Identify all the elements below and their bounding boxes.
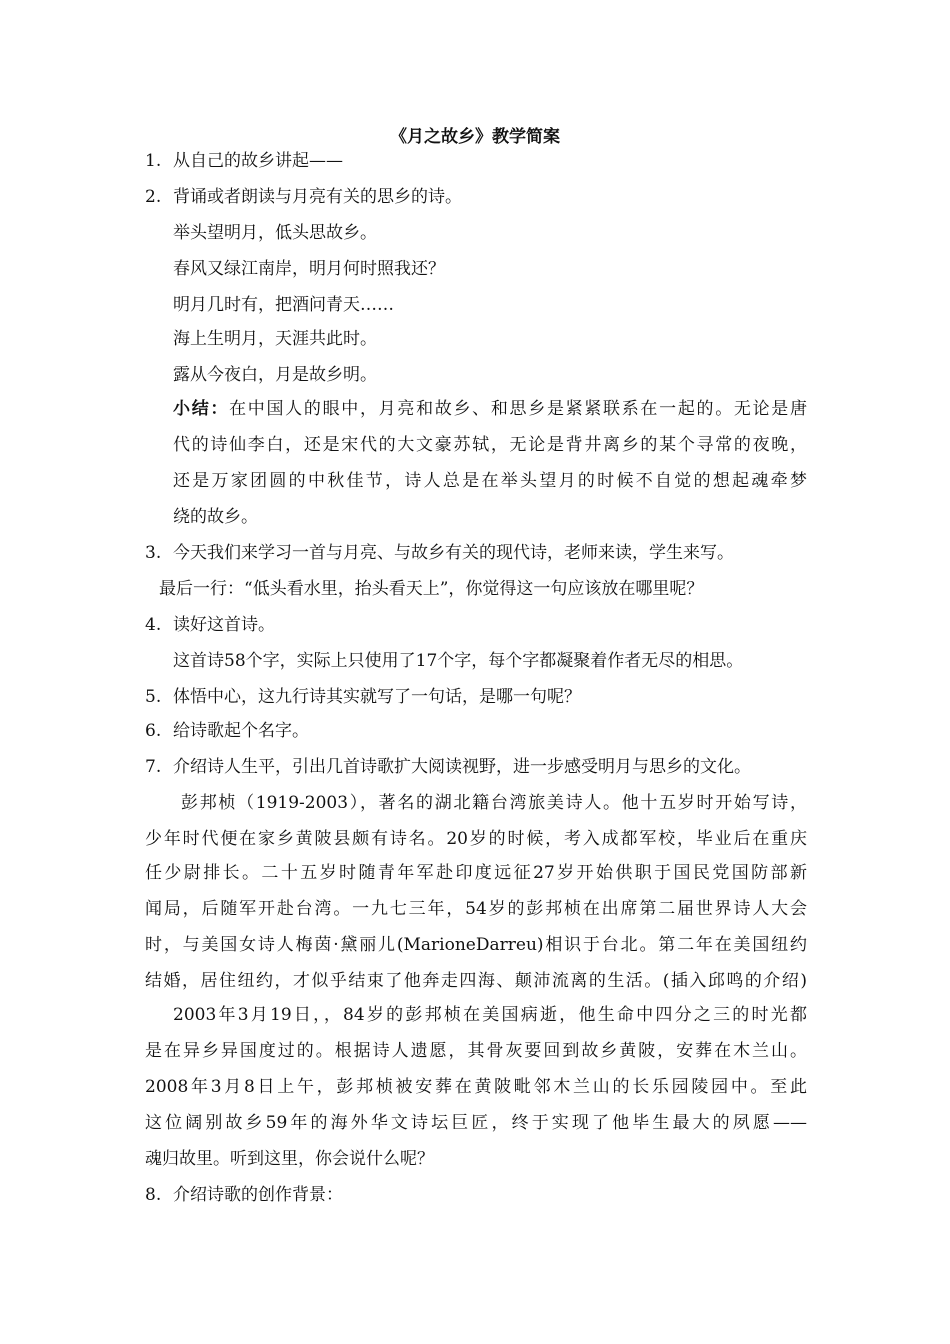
item-number: 8.: [145, 1185, 162, 1205]
bio-line: 闻局，后随军开赴台湾。一九七三年，54岁的彭邦桢在出席第二届世界诗人大会: [145, 899, 807, 919]
bio-line: 这位阔别故乡59年的海外华文诗坛巨匠，终于实现了他毕生最大的夙愿——: [145, 1113, 807, 1133]
item-number: 1.: [145, 151, 162, 171]
item-followup: 这首诗58个字，实际上只使用了17个字，每个字都凝聚着作者无尽的相思。: [173, 651, 744, 671]
bio-line: 2008年3月8日上午，彭邦桢被安葬在黄陂毗邻木兰山的长乐园陵园中。至此: [145, 1077, 807, 1097]
bio-line: 2003年3月19日，，84岁的彭邦桢在美国病逝，他生命中四分之三的时光都: [173, 1005, 807, 1025]
poem-line: 春风又绿江南岸，明月何时照我还？: [173, 259, 445, 279]
summary-line: 绕的故乡。: [173, 507, 258, 527]
summary-line: 还是万家团圆的中秋佳节，诗人总是在举头望月的时候不自觉的想起魂牵梦: [173, 471, 807, 491]
bio-line: 是在异乡异国度过的。根据诗人遗愿，其骨灰要回到故乡黄陂，安葬在木兰山。: [145, 1041, 807, 1061]
item-number: 7.: [145, 757, 162, 777]
item-number: 2.: [145, 187, 162, 207]
bio-line: 少年时代便在家乡黄陂县颇有诗名。20岁的时候，考入成都军校，毕业后在重庆: [145, 829, 807, 849]
item-text: 体悟中心，这九行诗其实就写了一句话，是哪一句呢？: [173, 687, 581, 707]
item-number: 4.: [145, 615, 162, 635]
bio-line: 任少尉排长。二十五岁时随青年军赴印度远征27岁开始供职于国民党国防部新: [145, 863, 807, 883]
poem-line: 露从今夜白，月是故乡明。: [173, 365, 377, 385]
item-number: 5.: [145, 687, 162, 707]
poem-line: 海上生明月，天涯共此时。: [173, 329, 377, 349]
bio-line: 结婚，居住纽约，才似乎结束了他奔走四海、颠沛流离的生活。(插入邱鸣的介绍): [145, 971, 807, 991]
summary-line: [173, 396, 807, 422]
item-followup: 最后一行：“低头看水里，抬头看天上”，你觉得这一句应该放在哪里呢？: [159, 579, 704, 599]
item-text: 给诗歌起个名字。: [173, 721, 309, 741]
item-text: 背诵或者朗读与月亮有关的思乡的诗。: [173, 187, 462, 207]
item-number: 3.: [145, 543, 162, 563]
summary-text: 在中国人的眼中，月亮和故乡、和思乡是紧紧联系在一起的。无论是唐: [229, 399, 808, 419]
bio-line: 魂归故里。听到这里，你会说什么呢？: [145, 1149, 434, 1169]
item-text: 读好这首诗。: [173, 615, 275, 635]
bio-line: 时，与美国女诗人梅茵·黛丽儿(MarioneDarreu)相识于台北。第二年在美国纽约: [145, 935, 807, 955]
item-text: 介绍诗歌的创作背景：: [173, 1185, 343, 1205]
item-text: 从自己的故乡讲起——: [173, 151, 343, 171]
document-title: 《月之故乡》教学简案: [390, 127, 560, 147]
item-text: 今天我们来学习一首与月亮、与故乡有关的现代诗，老师来读，学生来写。: [173, 543, 734, 563]
bio-line: 彭邦桢（1919-2003），著名的湖北籍台湾旅美诗人。他十五岁时开始写诗，: [181, 793, 807, 813]
summary-line: 代的诗仙李白，还是宋代的大文豪苏轼，无论是背井离乡的某个寻常的夜晚，: [173, 435, 807, 455]
item-text: 介绍诗人生平，引出几首诗歌扩大阅读视野，进一步感受明月与思乡的文化。: [173, 757, 751, 777]
poem-line: 明月几时有，把酒问青天……: [173, 295, 394, 315]
item-number: 6.: [145, 721, 162, 741]
poem-line: 举头望明月，低头思故乡。: [173, 223, 377, 243]
summary-label: 小结：: [173, 399, 230, 419]
